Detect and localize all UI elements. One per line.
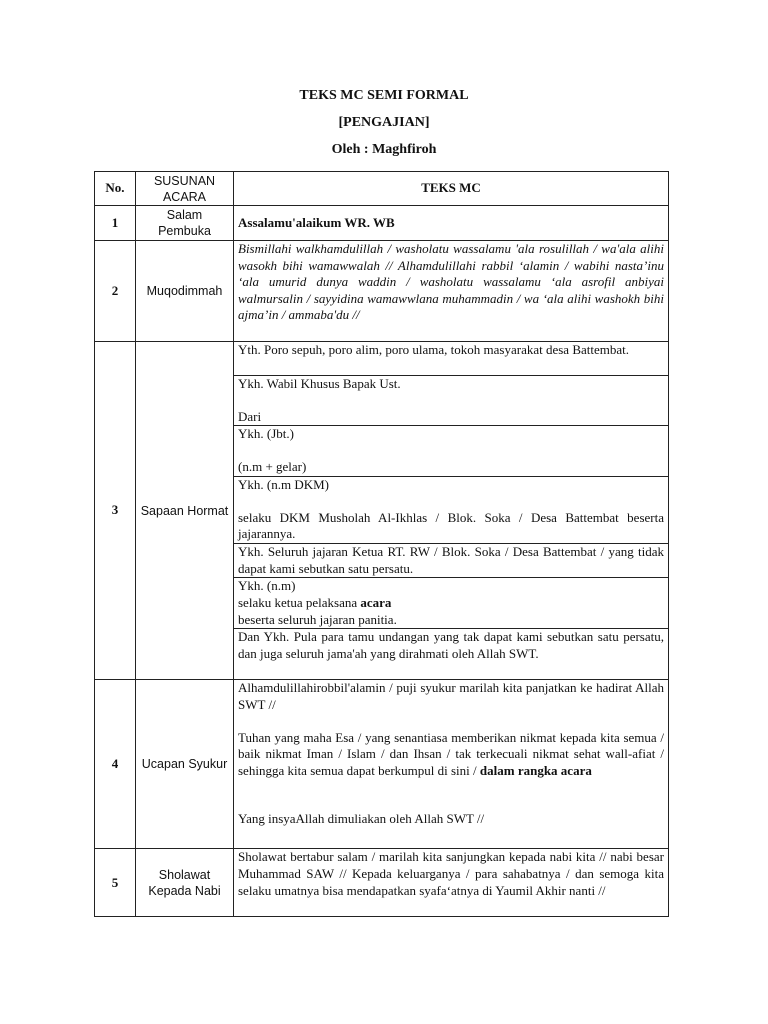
sapaan-line: Ykh. (n.m) bbox=[238, 578, 296, 594]
syukur-text: Tuhan yang maha Esa / yang senantiasa memberikan nikmat kepada kita semua / baik nikmat Iman / Islam / dan Ihsan / tak terkecuali nikmat sehat wall-afiat / sehingga kita semua dapat berkumpul di sini / bbox=[238, 729, 664, 778]
sapaan-line: Ykh. Seluruh jajaran Ketua RT. RW / Blok. Soka / Desa Battembat / yang tidak dapat kami sebutkan satu persatu. bbox=[238, 544, 664, 576]
sapaan-item bbox=[234, 376, 669, 426]
sapaan-item bbox=[234, 426, 669, 477]
header-susunan-acara: SUSUNAN ACARA bbox=[136, 172, 234, 206]
row-teks: Bismillahi walkhamdulillah / washolatu wassalamu 'ala rosulillah / wa'ala alihi wasokh bihi wamawwalah // Alhamdulillahi rabbil ‘alamin / wabihi nasta’inu ‘ala umurid dunya waddin / washolatu wassalamu ‘ala asrofil anbiyai walmursalin / sayyidina wamawwlana muhammadin / wa ‘ala alihi washokh bihi ajma’in / ammaba'du // bbox=[234, 241, 669, 342]
table-row bbox=[95, 680, 669, 849]
sapaan-item bbox=[234, 544, 669, 578]
sapaan-line: Ykh. (Jbt.) bbox=[238, 426, 294, 442]
row-number: 4 bbox=[95, 680, 136, 849]
syukur-paragraph-3: Yang insyaAllah dimuliakan oleh Allah SWT // bbox=[238, 811, 485, 827]
table-row bbox=[95, 241, 669, 342]
sapaan-line: selaku DKM Musholah Al-Ikhlas / Blok. Soka / Desa Battembat beserta jajarannya. bbox=[238, 509, 664, 542]
sapaan-text: selaku ketua pelaksana bbox=[238, 594, 358, 610]
row-acara: Muqodimmah bbox=[136, 241, 234, 342]
document-title: TEKS MC SEMI FORMAL bbox=[299, 88, 469, 103]
row-acara: Sholawat Kepada Nabi bbox=[136, 849, 234, 917]
header-no: No. bbox=[95, 172, 136, 206]
row-number: 2 bbox=[95, 241, 136, 342]
sapaan-line: Ykh. Wabil Khusus Bapak Ust. bbox=[238, 376, 401, 391]
table-row bbox=[95, 342, 669, 376]
table-row bbox=[95, 849, 669, 917]
sapaan-line: Dan Ykh. Pula para tamu undangan yang tak dapat kami sebutkan satu persatu, dan juga seluruh jama'ah yang dirahmati oleh Allah SWT. bbox=[238, 629, 664, 661]
sapaan-line: beserta seluruh jajaran panitia. bbox=[238, 611, 397, 627]
mc-script-table bbox=[94, 171, 669, 917]
syukur-paragraph-2 bbox=[238, 730, 664, 780]
header-teks-mc: TEKS MC bbox=[234, 172, 669, 206]
row-acara: Salam Pembuka bbox=[136, 206, 234, 241]
document-subtitle: [PENGAJIAN] bbox=[338, 115, 430, 130]
sapaan-line: Ykh. (n.m DKM) bbox=[238, 477, 329, 493]
syukur-paragraph-1: Alhamdulillahirobbil'alamin / puji syukur marilah kita panjatkan ke hadirat Allah SWT // bbox=[238, 680, 664, 712]
table-header-row bbox=[95, 172, 669, 206]
sapaan-line: Yth. Poro sepuh, poro alim, poro ulama, tokoh masyarakat desa Battembat. bbox=[238, 342, 629, 357]
row-teks: Assalamu'alaikum WR. WB bbox=[234, 206, 669, 241]
sapaan-line: Dari bbox=[238, 408, 262, 424]
sapaan-item bbox=[234, 629, 669, 680]
sapaan-item bbox=[234, 342, 669, 376]
row-number: 5 bbox=[95, 849, 136, 917]
row-acara: Sapaan Hormat bbox=[136, 342, 234, 680]
row-number: 1 bbox=[95, 206, 136, 241]
sapaan-item bbox=[234, 477, 669, 544]
table-row bbox=[95, 206, 669, 241]
sapaan-item bbox=[234, 578, 669, 629]
row-number: 3 bbox=[95, 342, 136, 680]
sapaan-line: (n.m + gelar) bbox=[238, 458, 307, 474]
row-teks bbox=[234, 680, 669, 849]
sapaan-bold-text: acara bbox=[360, 594, 392, 610]
syukur-bold-text: dalam rangka acara bbox=[479, 762, 592, 778]
row-acara: Ucapan Syukur bbox=[136, 680, 234, 849]
row-teks: Sholawat bertabur salam / marilah kita sanjungkan kepada nabi kita // nabi besar Muhammad SAW // Kepada keluarganya / para sahabatnya / dan semoga kita selaku umatnya bisa mendapatkan syafa‘atnya di Yaumil Akhir nanti // bbox=[234, 849, 669, 917]
document-author: Oleh : Maghfiroh bbox=[331, 142, 437, 157]
sapaan-line-mixed bbox=[238, 595, 664, 612]
